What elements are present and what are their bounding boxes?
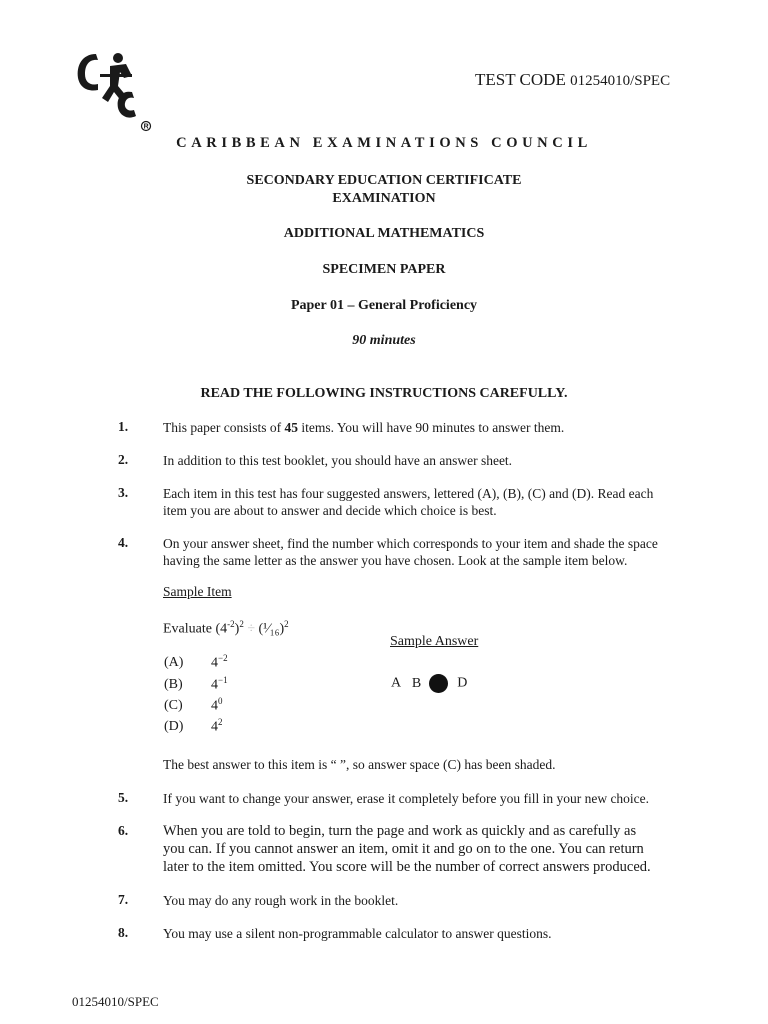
duration: 90 minutes bbox=[352, 333, 416, 348]
option-b-label: (B) bbox=[164, 677, 183, 692]
shaded-bubble-c bbox=[429, 674, 448, 693]
option-a-exp: −2 bbox=[218, 653, 228, 663]
instruction-number-4: 4. bbox=[118, 535, 129, 550]
question-fraction: (¹⁄₁₆) bbox=[258, 621, 285, 637]
sample-answer-heading: Sample Answer bbox=[390, 634, 479, 649]
instruction-number-7: 7. bbox=[118, 892, 129, 907]
test-code-value: 01254010/SPEC bbox=[570, 73, 671, 89]
certificate-title bbox=[0, 172, 768, 208]
subject-title: ADDITIONAL MATHEMATICS bbox=[283, 226, 485, 241]
answer-letter-b: B bbox=[411, 675, 422, 691]
test-code bbox=[475, 70, 670, 90]
question-exp-1: -2 bbox=[227, 619, 235, 629]
footer-code: 01254010/SPEC bbox=[72, 994, 159, 1009]
option-a-value bbox=[211, 653, 228, 672]
item-count: 45 bbox=[284, 420, 298, 435]
instruction-6-line-3: later to the item omitted. You score will be the number of correct answers produced. bbox=[163, 859, 651, 875]
sample-item-heading: Sample Item bbox=[163, 584, 232, 599]
instruction-4 bbox=[163, 535, 683, 569]
option-d-value bbox=[211, 717, 223, 736]
svg-text:R: R bbox=[143, 123, 149, 131]
instruction-6-line-1: When you are told to begin, turn the page and work as quickly and as carefully as bbox=[163, 823, 637, 839]
instruction-number-8: 8. bbox=[118, 925, 129, 940]
question-prefix: Evaluate (4 bbox=[163, 621, 228, 637]
instruction-1-text-b: items. You will have 90 minutes to answer them. bbox=[297, 420, 565, 435]
best-answer-text: The best answer to this item is “ ”, so answer space (C) has been shaded. bbox=[163, 757, 556, 772]
instruction-5: If you want to change your answer, erase it completely before you fill in your new choice. bbox=[163, 791, 650, 806]
question-exp-3: 2 bbox=[284, 619, 289, 629]
paper-type: SPECIMEN PAPER bbox=[322, 262, 446, 277]
option-a-base: 4 bbox=[211, 655, 218, 671]
instruction-3 bbox=[163, 485, 683, 519]
instruction-8: You may use a silent non-programmable calculator to answer questions. bbox=[163, 926, 552, 941]
option-b-value bbox=[211, 675, 228, 694]
instruction-number-3: 3. bbox=[118, 485, 129, 500]
certificate-line-1: SECONDARY EDUCATION CERTIFICATE bbox=[246, 173, 522, 188]
instruction-3-line-1: Each item in this test has four suggested answers, lettered (A), (B), (C) and (D). Read each bbox=[163, 486, 654, 501]
answer-letter-a: A bbox=[391, 675, 401, 691]
sample-answer-row bbox=[391, 674, 467, 693]
instruction-1-text-a: This paper consists of bbox=[163, 420, 285, 435]
cxc-logo bbox=[74, 46, 154, 136]
question-close: ) bbox=[234, 621, 240, 637]
option-d-exp: 2 bbox=[218, 717, 223, 727]
instruction-3-line-2: item you are about to answer and decide which choice is best. bbox=[163, 503, 497, 518]
instruction-4-line-2: having the same letter as the answer you have chosen. Look at the sample item below. bbox=[163, 553, 628, 568]
instruction-6-line-2: you can. If you cannot answer an item, omit it and go on to the one. You can return bbox=[163, 841, 644, 857]
instruction-number-5: 5. bbox=[118, 790, 129, 805]
instruction-4-line-1: On your answer sheet, find the number which corresponds to your item and shade the space bbox=[163, 536, 658, 551]
option-d-base: 4 bbox=[211, 719, 218, 735]
instruction-number-1: 1. bbox=[118, 419, 129, 434]
instruction-6 bbox=[163, 822, 683, 876]
instructions-heading: READ THE FOLLOWING INSTRUCTIONS CAREFULLY. bbox=[200, 386, 568, 401]
certificate-line-2: EXAMINATION bbox=[332, 191, 436, 206]
option-a-label: (A) bbox=[164, 655, 184, 670]
option-b-base: 4 bbox=[211, 677, 218, 693]
instruction-1 bbox=[163, 419, 683, 436]
option-c-label: (C) bbox=[164, 698, 183, 713]
test-code-label: TEST CODE bbox=[475, 70, 566, 89]
instruction-7: You may do any rough work in the booklet. bbox=[163, 893, 399, 908]
council-name: CARIBBEAN EXAMINATIONS COUNCIL bbox=[176, 135, 592, 151]
option-c-value bbox=[211, 696, 223, 715]
option-b-exp: −1 bbox=[218, 675, 228, 685]
option-d-label: (D) bbox=[164, 719, 184, 734]
sample-question: Evaluate $(4^{-2})^2$ ÷ (¹⁄₁₆)$^2$ bbox=[163, 619, 289, 637]
instruction-number-6: 6. bbox=[118, 823, 129, 838]
instruction-2: In addition to this test booklet, you should have an answer sheet. bbox=[163, 453, 513, 468]
option-c-base: 4 bbox=[211, 698, 218, 714]
answer-letter-d: D bbox=[457, 675, 468, 691]
question-exp-2: 2 bbox=[239, 619, 244, 629]
option-c-exp: 0 bbox=[218, 696, 223, 706]
instruction-number-2: 2. bbox=[118, 452, 129, 467]
paper-title: Paper 01 – General Proficiency bbox=[290, 298, 478, 313]
cxc-logo-mark bbox=[74, 46, 154, 136]
